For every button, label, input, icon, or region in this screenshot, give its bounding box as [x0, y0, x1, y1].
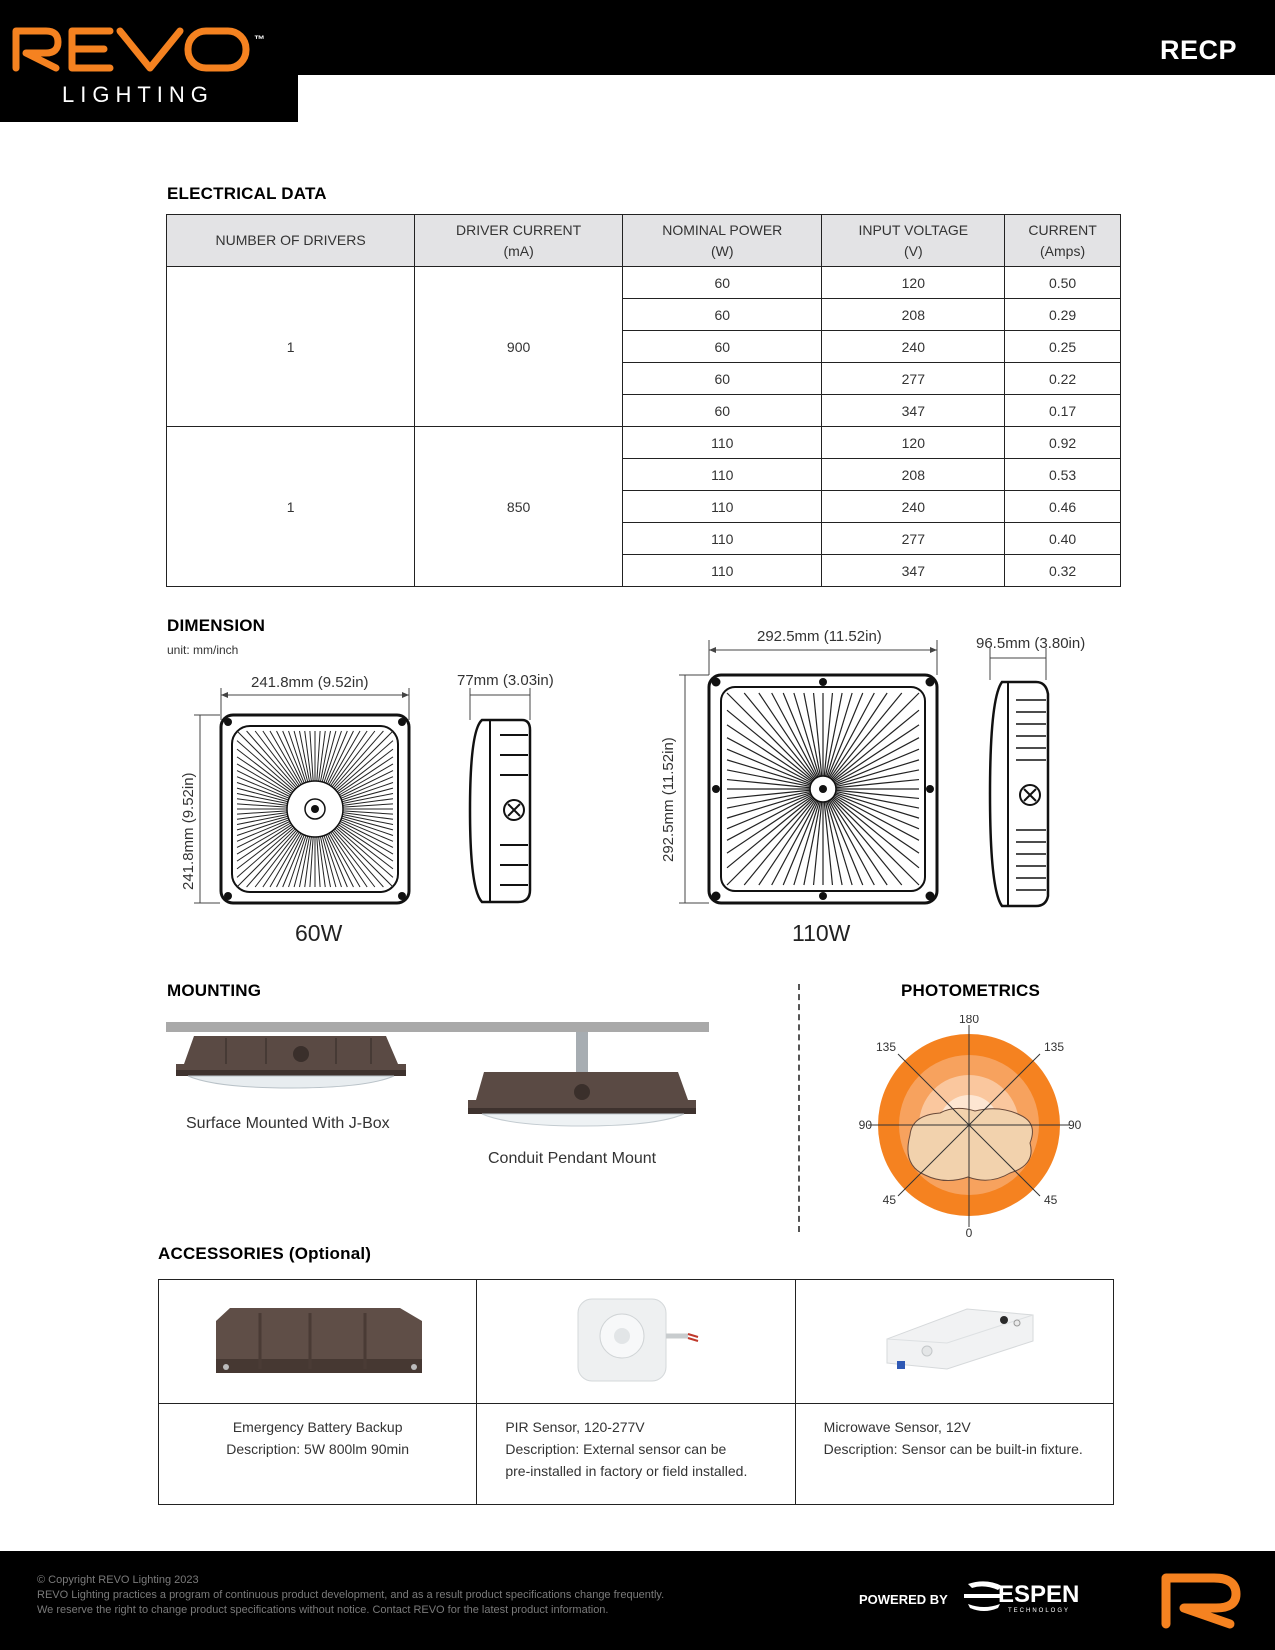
voltage-cell: 347	[822, 555, 1005, 587]
photometric-diagram	[850, 1015, 1090, 1240]
voltage-cell: 120	[822, 267, 1005, 299]
power-cell: 110	[623, 459, 822, 491]
angle-label-135-right: 135	[1044, 1040, 1065, 1054]
voltage-cell: 277	[822, 523, 1005, 555]
angle-label-0: 0	[965, 1226, 973, 1240]
voltage-cell: 240	[822, 331, 1005, 363]
angle-label-90-left: 90	[858, 1118, 872, 1132]
electrical-title: ELECTRICAL DATA	[167, 184, 327, 203]
mounting-illustration	[166, 1020, 711, 1130]
surface-mount-caption: Surface Mounted With J-Box	[186, 1115, 390, 1132]
legal-line-1: REVO Lighting practices a program of continuous product development, and as a result product specifications change frequently.	[37, 1589, 665, 1601]
table-header-row	[167, 215, 1121, 267]
angle-label-180: 180	[958, 1015, 980, 1026]
fixture-60w-front-drawing	[180, 680, 430, 910]
voltage-cell: 277	[822, 363, 1005, 395]
diffuser-ray	[342, 818, 393, 835]
drivers-cell: 1	[167, 267, 415, 427]
battery-backup-image-cell	[159, 1280, 477, 1404]
dim-60w-depth: 77mm (3.03in)	[457, 672, 554, 689]
table-row	[167, 427, 1121, 459]
voltage-cell: 240	[822, 491, 1005, 523]
fixture-110w-side-drawing	[980, 640, 1060, 910]
fixture-60w-side-drawing	[460, 680, 540, 910]
power-cell: 110	[623, 523, 822, 555]
diffuser-ray	[324, 836, 341, 887]
header-nominal-power: NOMINAL POWER (W)	[623, 215, 822, 267]
accessory-desc-battery: Emergency Battery Backup Description: 5W 800lm 90min	[159, 1404, 477, 1505]
current-cell: 0.92	[1005, 427, 1121, 459]
table-row	[167, 267, 1121, 299]
dim-110w-height: 292.5mm (11.52in)	[660, 737, 677, 862]
power-cell: 110	[623, 555, 822, 587]
current-cell: 0.22	[1005, 363, 1121, 395]
pir-sensor-image	[478, 1281, 796, 1396]
brand-sub: LIGHTING	[62, 82, 214, 107]
trademark: ™	[254, 34, 265, 46]
svg-text:TECHNOLOGY: TECHNOLOGY	[1008, 1608, 1071, 1614]
diffuser-ray	[237, 783, 288, 800]
angle-label-135-left: 135	[875, 1040, 896, 1054]
voltage-cell: 347	[822, 395, 1005, 427]
power-cell: 60	[623, 395, 822, 427]
legal-line-2: We reserve the right to change product specifications without notice. Contact REVO for the latest product information.	[37, 1604, 609, 1616]
photometrics-title: PHOTOMETRICS	[901, 981, 1041, 1000]
microwave-sensor-image-cell	[795, 1280, 1113, 1404]
current-cell: 0.25	[1005, 331, 1121, 363]
dim-110w-width: 292.5mm (11.52in)	[757, 628, 882, 645]
header-driver-current: DRIVER CURRENT (mA)	[415, 215, 623, 267]
diffuser-ray	[237, 818, 288, 835]
microwave-sensor-image	[797, 1281, 1115, 1396]
accessories-table	[158, 1279, 1114, 1505]
current-cell: 0.50	[1005, 267, 1121, 299]
dim-60w-width: 241.8mm (9.52in)	[251, 674, 369, 691]
fixture-110w-front-drawing	[665, 630, 955, 920]
revo-r-icon	[1158, 1570, 1248, 1635]
espen-logo	[964, 1578, 1094, 1619]
footer-legal	[37, 1573, 664, 1618]
dim-60w-height: 241.8mm (9.52in)	[180, 772, 197, 890]
driver-current-cell: 900	[415, 267, 623, 427]
voltage-cell: 208	[822, 459, 1005, 491]
diffuser-ray	[324, 731, 341, 782]
power-cell: 110	[623, 491, 822, 523]
power-cell: 110	[623, 427, 822, 459]
power-cell: 60	[623, 267, 822, 299]
accessories-title: ACCESSORIES (Optional)	[158, 1244, 372, 1263]
drivers-cell: 1	[167, 427, 415, 587]
current-cell: 0.40	[1005, 523, 1121, 555]
pendant-mount-caption: Conduit Pendant Mount	[488, 1150, 657, 1167]
accessory-desc-microwave: Microwave Sensor, 12V Description: Sensor can be built-in fixture.	[795, 1404, 1113, 1505]
dim-110w-depth: 96.5mm (3.80in)	[976, 635, 1086, 652]
diffuser-ray	[289, 836, 306, 887]
current-cell: 0.53	[1005, 459, 1121, 491]
label-60w: 60W	[295, 920, 343, 946]
electrical-table	[166, 214, 1121, 587]
label-110w: 110W	[792, 920, 851, 946]
revo-wordmark	[12, 26, 252, 77]
header-input-voltage: INPUT VOLTAGE (V)	[822, 215, 1005, 267]
angle-label-90-right: 90	[1068, 1118, 1082, 1132]
current-cell: 0.29	[1005, 299, 1121, 331]
power-cell: 60	[623, 331, 822, 363]
powered-by-text: POWERED BY	[859, 1592, 948, 1607]
section-divider	[798, 984, 800, 1232]
accessory-desc-pir: PIR Sensor, 120-277V Description: External sensor can be pre-installed in factory or field installed.	[477, 1404, 795, 1505]
power-cell: 60	[623, 363, 822, 395]
current-cell: 0.46	[1005, 491, 1121, 523]
header-current: CURRENT (Amps)	[1005, 215, 1121, 267]
dimension-unit: unit: mm/inch	[167, 643, 239, 657]
power-cell: 60	[623, 299, 822, 331]
dimension-title: DIMENSION	[167, 616, 266, 635]
mounting-title: MOUNTING	[167, 981, 262, 1000]
voltage-cell: 120	[822, 427, 1005, 459]
diffuser-ray	[342, 783, 393, 800]
header-drivers: NUMBER OF DRIVERS	[167, 215, 415, 267]
copyright-text: © Copyright REVO Lighting 2023	[37, 1574, 199, 1586]
diffuser-ray	[289, 731, 306, 782]
current-cell: 0.17	[1005, 395, 1121, 427]
product-code: RECP	[1159, 35, 1237, 65]
pir-sensor-image-cell	[477, 1280, 795, 1404]
voltage-cell: 208	[822, 299, 1005, 331]
angle-label-45-right: 45	[1044, 1193, 1058, 1207]
angle-label-45-left: 45	[882, 1193, 896, 1207]
current-cell: 0.32	[1005, 555, 1121, 587]
driver-current-cell: 850	[415, 427, 623, 587]
svg-text:ESPEN: ESPEN	[998, 1581, 1080, 1608]
battery-backup-image	[160, 1281, 478, 1396]
